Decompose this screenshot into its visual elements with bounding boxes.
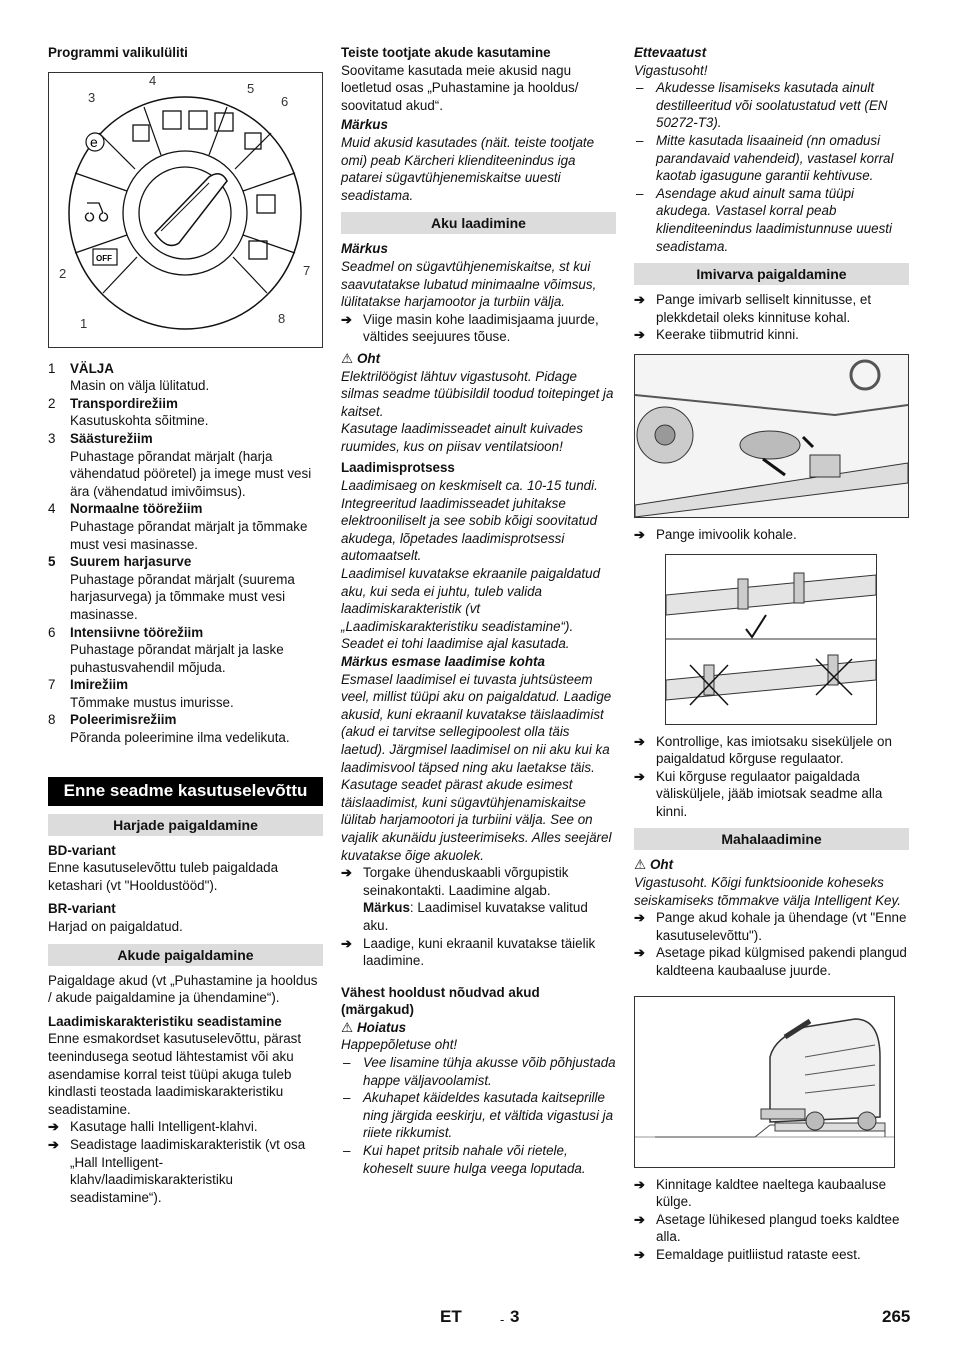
dial-number-1: 1 [80,315,88,331]
other-batteries-text: Soovitame kasutada meie akusid nagu loetletud osas „Puhastamine ja hooldus/ soovitatud akud“. [341,62,579,113]
charge-step-2-note: Märkus: Laadimisel kuvatakse valitud aku. [363,900,588,933]
warning-triangle-icon: ⚠ [634,857,647,873]
process-title: Laadimisprotsess [341,460,455,476]
other-batteries-title: Teiste tootjate akude kasutamine [341,45,551,60]
warning-text: Happepõletuse oht! [341,1037,458,1053]
mode-item-3: 3 Säästurežiim Puhastage põrandat märjalt (harja vähendatud pööretel) ja imege must vesi ära (vähendatud imivõimsus). [48,430,312,499]
dial-heading: Programmi valikulüliti [48,45,188,60]
unload-step-1: ➔ Pange akud kohale ja ühendage (vt "Enne kasutuselevõttu"). [634,909,909,944]
first-charge-text-2: Kasutage seadet pärast akude esimest täislaadimist, kuni sügavtühjenamiskaitse lülitab harjamootori ja turbiini välja. See on vajalik akunäidu justeerimiseks. Alles seejärel kuvatakse õige akuolek. [341,777,612,863]
mode-item-4: 4 Normaalne töörežiim Puhastage põrandat märjalt ja tõmmake must vesi masinasse. [48,501,308,552]
warning-triangle-icon: ⚠ [341,1019,354,1035]
charchar-title: Laadimiskarakteristiku seadistamine [48,1013,282,1029]
brushes-bar: Harjade paigaldamine [48,814,323,836]
charge-step-1: ➔ Viige masin kohe laadimisjaama juurde, vältides seejuures tõuse. [341,311,616,346]
charchar-step-1: ➔ Kasutage halli Intelligent-klahvi. [48,1118,323,1136]
footer-page-number: 265 [882,1307,911,1326]
bd-text: Enne kasutuselevõttu tuleb paigaldada ketashari (vt "Hooldustööd"). [48,860,279,893]
column-2 [341,44,616,1177]
dial-number-6: 6 [281,93,289,109]
battery-bar: Akude paigaldamine [48,944,323,966]
mode-item-2: 2 Transpordirežiim Kasutuskohta sõitmine. [48,395,209,429]
unloading-ramp-image [634,996,895,1168]
caution-text: Vigastusoht! [634,62,708,78]
danger-heading: ⚠ Oht [341,350,381,366]
squeegee-mount-image [634,354,909,518]
column-3 [634,44,909,1264]
danger-text-1: Elektrilöögist lähtuv vigastusoht. Pidage silmas seadme tüübisildil toodud toitepinget ja kaitset. [341,368,614,419]
unload-step-2: ➔ Asetage pikad külgmised pakendi plangud kaldteena kaubaaluse juurde. [634,944,909,979]
process-text-3: Seadet ei tohi laadimise ajal kasutada. [341,636,570,652]
process-text-2: Laadimisel kuvatakse ekraanile paigaldatud aku, kui seda ei juhtu, tuleb valida laadimiskarakteristik (vt „Laadimiskarakteristiku seadistamine“). [341,566,601,634]
squeegee-mount-illustration [635,355,908,517]
mode-item-7: 7 Imirežiim Tõmmake mustus imurisse. [48,677,234,710]
first-charge-label: Märkus esmase laadimise kohta [341,654,545,669]
dial-number-3: 3 [88,89,96,105]
final-step-1: ➔ Kinnitage kaldtee naeltega kaubaaluse külge. [634,1176,909,1211]
charging-bar: Aku laadimine [341,212,616,234]
dial-number-8: 8 [278,310,286,326]
process-text-1: Laadimisaeg on keskmiselt ca. 10-15 tundi. Integreeritud laadimisseadet juhitakse elektrooniliselt ja see sobib kõigi soovitatud akudega, lõpetades laadimisprotsessi automaatselt. [341,478,598,564]
hose-step: ➔ Pange imivoolik kohale. [634,526,909,544]
battery-text: Paigaldage akud (vt „Puhastamine ja hooldus / akude paigaldamine ja ühendamine“). [48,972,318,1006]
charge-step-2: ➔ Torgake ühenduskaabli võrgupistik seinakontakti. Laadimine algab. [341,864,616,899]
caution-item-1: – Akudesse lisamiseks kasutada ainult destilleeritud või soolatustatud vett (EN 50272-T3). [634,79,909,132]
first-charge-text-1: Esmasel laadimisel ei tuvasta juhtsüsteem veel, millist tüüpi aku on paigaldatud. Laadige akusid, kuni ekraanil kuvatakse täislaadimist (akud ei tarvitse sellegipoolest olla täis laetud). Järgmisel laadimisel on nii aku kui ka laadimisvool täpsed ning aku laetakse täis. [341,671,612,775]
off-label: OFF [96,253,112,263]
unload-danger-heading: ⚠ Oht [634,857,674,873]
section-title: Enne seadme kasutuselevõttu [48,777,323,806]
height-regulator-image [665,554,877,725]
after-step-1: ➔ Kontrollige, kas imiotsaku siseküljele on paigaldatud kõrguse regulaator. [634,733,909,768]
mode-item-5: 5 Suurem harjasurve Puhastage põrandat märjalt (suurema harjasurvega) ja tõmmake must vesi masinasse. [48,554,295,622]
after-step-2: ➔ Kui kõrguse regulaator paigaldada välisküljele, jääb imiotsak seadme alla kinni. [634,768,909,821]
mode-item-6: 6 Intensiivne töörežiim Puhastage põrandat märjalt ja laske puhastusvahendil mõjuda. [48,624,284,675]
br-text: Harjad on paigaldatud. [48,919,183,935]
footer-local-page: 3 [510,1307,520,1326]
dial-number-2: 2 [59,265,67,281]
unload-danger-text: Vigastusoht. Kõigi funktsioonide koheseks seiskamiseks tõmmakve välja Intelligent Key. [634,875,901,908]
mode-list [48,360,323,747]
program-dial-figure [48,72,323,348]
footer-language: ET [440,1307,462,1326]
dial-svg [49,73,322,347]
charge-step-3: ➔ Laadige, kuni ekraanil kuvatakse täielik laadimine. [341,935,616,970]
charchar-text: Enne esmakordset kasutuselevõttu, pärast teenindusega seotud lähtestamist või aku asendamise korral teist tüüpi akuga tuleb kindlasti teostada laadimiskarakteristiku seadistamine. [48,1031,302,1117]
br-title: BR-variant [48,901,116,917]
note2-text: Seadmel on sügavtühjenemiskaitse, st kui saavutatakse lubatud minimaalne võimsus, lülitatakse harjamootor ja turbiin välja. [341,258,597,310]
mode-item-8: 8 Poleerimisrežiim Põranda poleerimine ilma vedelikuta. [48,712,290,746]
warning-triangle-icon: ⚠ [341,350,354,366]
final-step-2: ➔ Asetage lühikesed plangud toeks kaldtee alla. [634,1211,909,1246]
column-1 [48,44,323,1206]
final-step-3: ➔ Eemaldage puitliistud rataste eest. [634,1246,909,1264]
caution-label: Ettevaatust [634,45,707,60]
warning-heading: ⚠ Hoiatus [341,1019,407,1035]
unloading-bar: Mahalaadimine [634,828,909,850]
suction-bar: Imivarva paigaldamine [634,263,909,285]
warning-item-2: – Akuhapet käideldes kasutada kaitseprille ning järgida eeskirju, et vältida vigastusi ja riiete rikkumist. [341,1089,616,1142]
note1-text: Muid akusid kasutades (näit. teiste tootjate omi) peab Kärcheri klienditeenindus iga patarei sügavtühjenemiskaitse uuesti seadistama. [341,134,595,203]
height-regulator-illustration [666,555,876,724]
warning-item-3: – Kui hapet pritsib nahale või rietele, koheselt suure hulga veega loputada. [341,1142,616,1177]
e-label: e [90,133,98,150]
low-maintenance-title: Vähest hooldust nõudvad akud (märgakud) [341,984,540,1018]
warning-item-1: – Vee lisamine tühja akusse võib põhjustada happe väljavoolamist. [341,1054,616,1089]
suction-step-2: ➔ Keerake tiibmutrid kinni. [634,326,909,344]
note2-label: Märkus [341,241,388,257]
note1-label: Märkus [341,117,388,133]
footer-dash: - [500,1312,505,1327]
unloading-ramp-illustration [635,997,894,1167]
dial-number-5: 5 [247,80,255,96]
dial-number-4: 4 [149,72,157,88]
charchar-step-2: ➔ Seadistage laadimiskarakteristik (vt osa „Hall Intelligent-klahv/laadimiskarakteristiku seadistamine“). [48,1136,323,1206]
bd-title: BD-variant [48,842,116,858]
suction-step-1: ➔ Pange imivarb selliselt kinnitusse, et plekkdetail oleks kinnituse kohal. [634,291,909,326]
mode-item-1: 1 VÄLJA Masin on välja lülitatud. [48,360,210,394]
dial-number-7: 7 [303,262,311,278]
caution-item-2: – Mitte kasutada lisaaineid (nn omadusi parandavaid vahendeid), vastasel korral kaotab igasugune garantii kehtivuse. [634,132,909,185]
danger-text-2: Kasutage laadimisseadet ainult kuivades ruumides, kus on piisav ventilatsioon! [341,421,583,454]
caution-item-3: – Asendage akud ainult sama tüüpi akudega. Vastasel korral peab klienditeenindus laadimistunnuse uuesti seadistama. [634,185,909,255]
